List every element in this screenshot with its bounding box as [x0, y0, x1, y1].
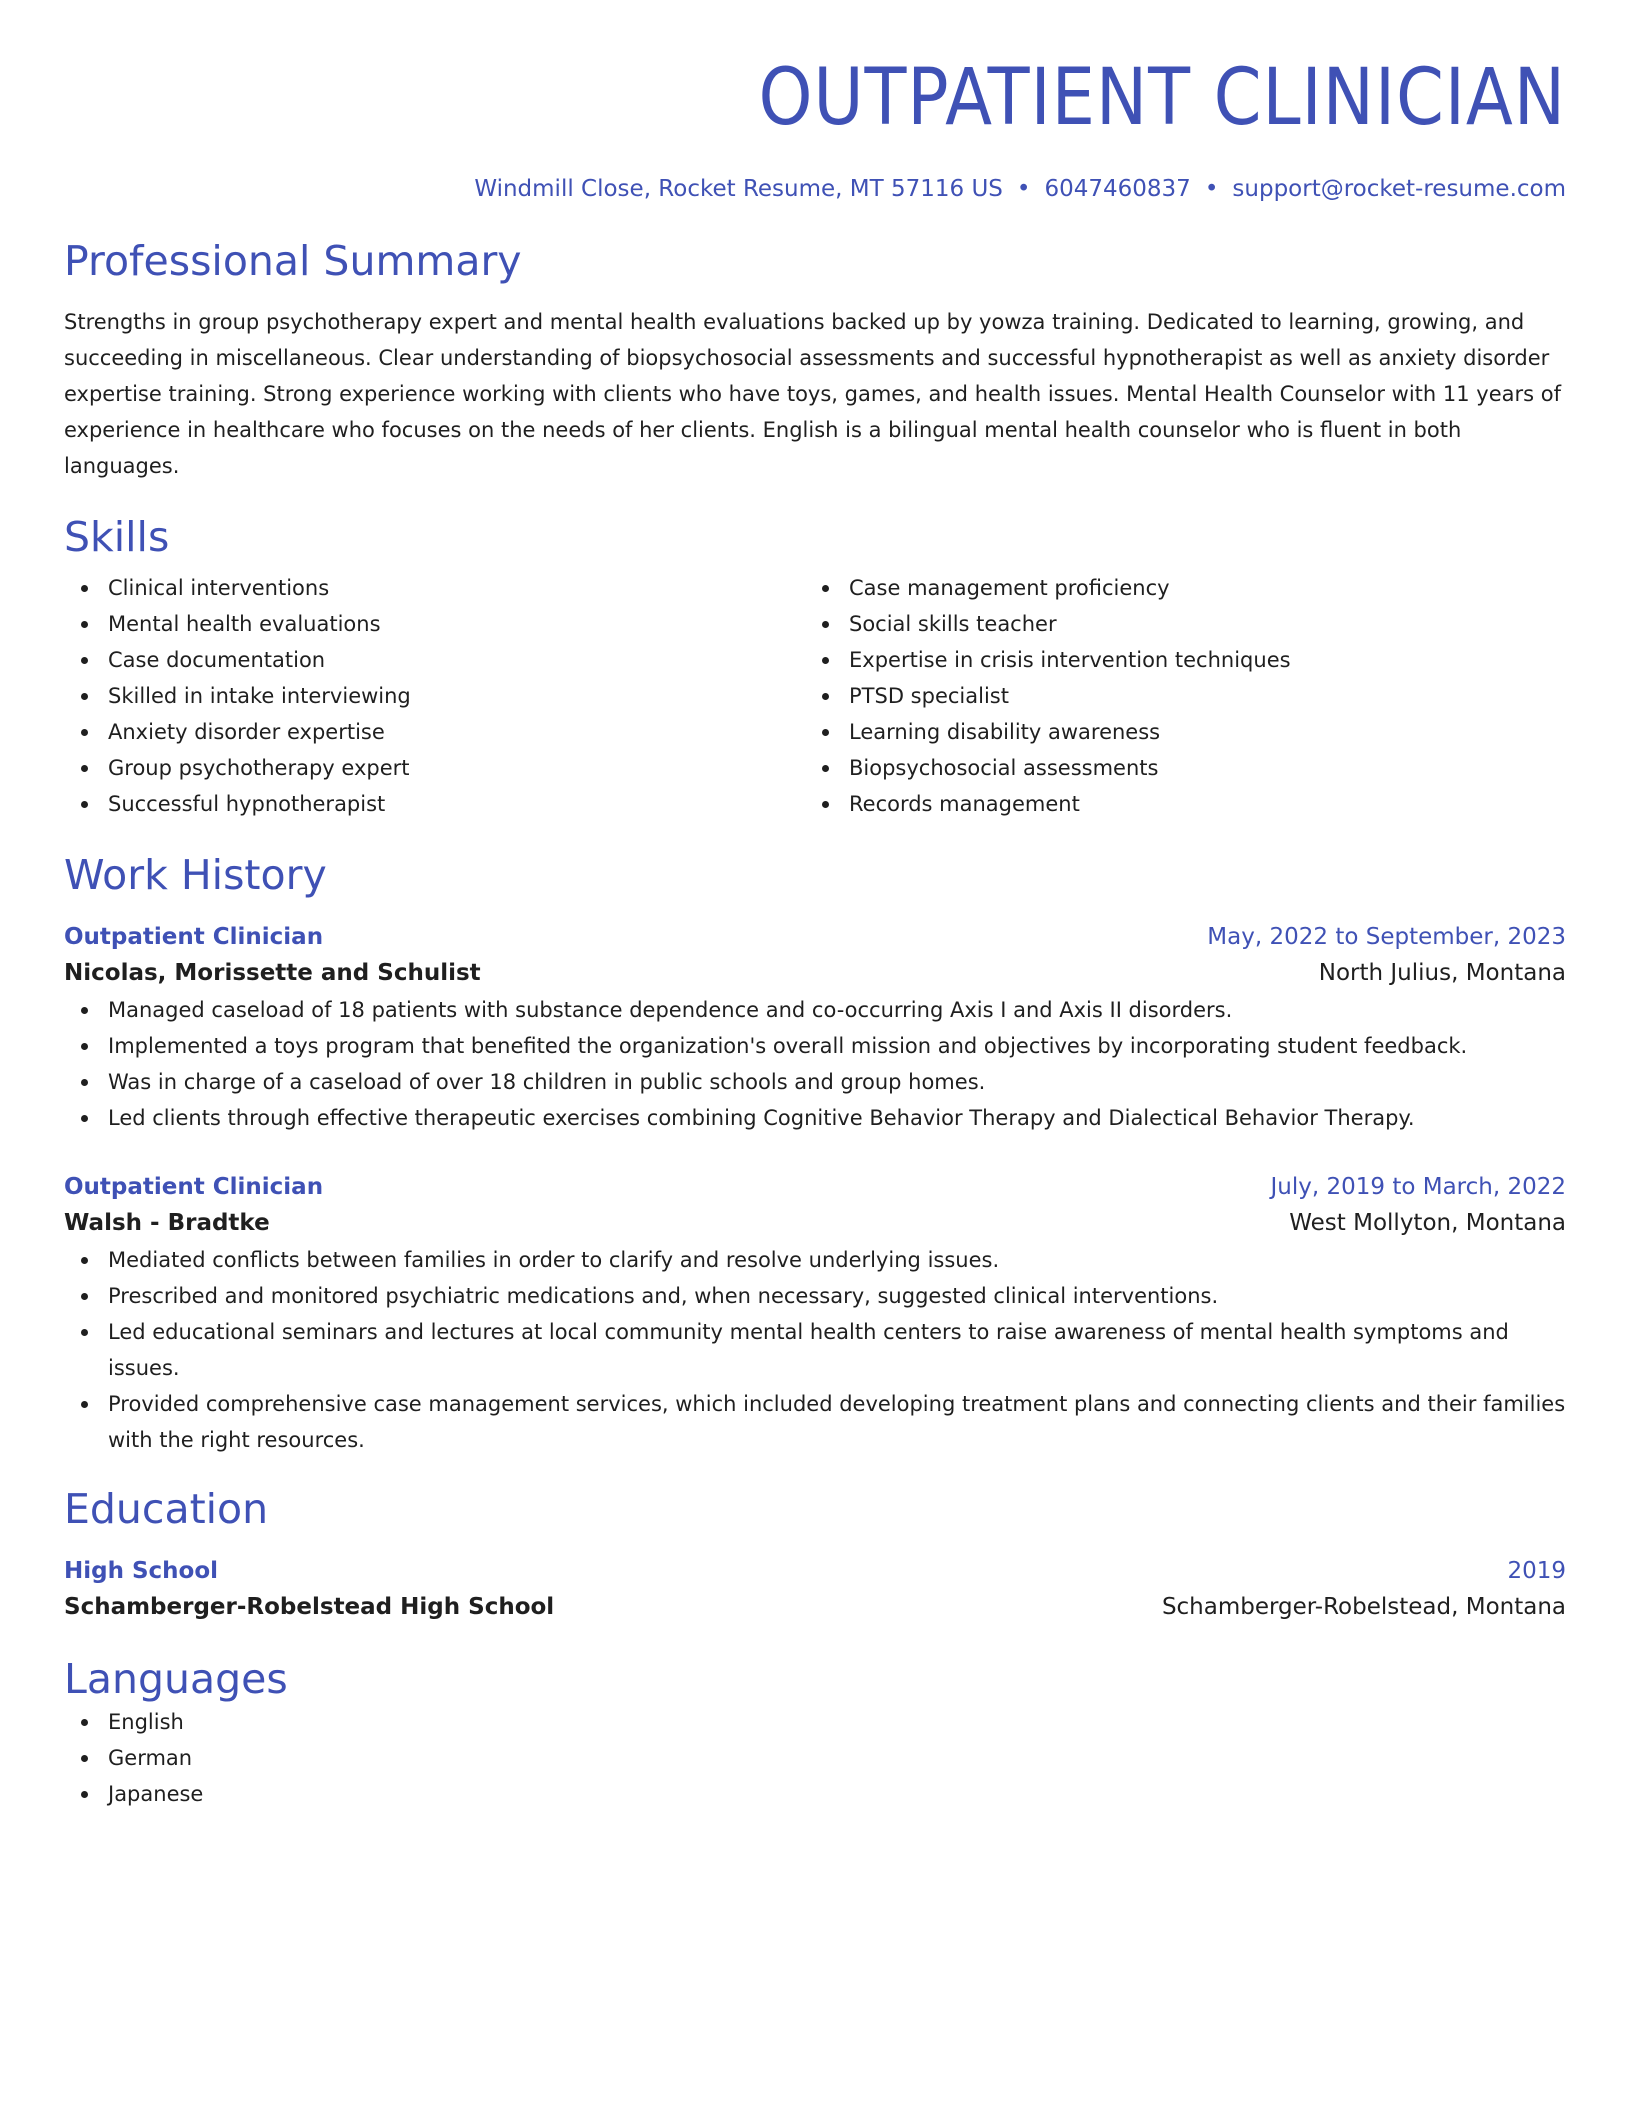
- language-item: English: [108, 1704, 1566, 1740]
- skill-item: Case documentation: [108, 642, 805, 678]
- contact-address: Windmill Close, Rocket Resume, MT 57116 US: [474, 176, 1003, 202]
- job-dates: May, 2022 to September, 2023: [1207, 924, 1566, 950]
- skill-item: Biopsychosocial assessments: [849, 750, 1546, 786]
- job-duties: [64, 1242, 1566, 1458]
- languages-list: [64, 1704, 1566, 1812]
- skills-column-left: [64, 570, 805, 822]
- education-year: 2019: [1507, 1558, 1566, 1584]
- job-location: North Julius, Montana: [1318, 960, 1566, 986]
- job-employer: Nicolas, Morissette and Schulist: [64, 960, 481, 986]
- work-history-heading: Work History: [64, 851, 327, 899]
- job-employer: Walsh - Bradtke: [64, 1210, 270, 1236]
- languages-section: [64, 1654, 1566, 1812]
- skills-heading: Skills: [64, 513, 170, 561]
- job-duty: Prescribed and monitored psychiatric medications and, when necessary, suggested clinical interventions.: [108, 1278, 1566, 1314]
- job-location: West Mollyton, Montana: [1289, 1210, 1566, 1236]
- skill-item: Anxiety disorder expertise: [108, 714, 805, 750]
- contact-email: support@rocket-resume.com: [1232, 176, 1566, 202]
- job-entry: [64, 920, 1566, 1136]
- job-duty: Was in charge of a caseload of over 18 children in public schools and group homes.: [108, 1064, 1566, 1100]
- job-role: Outpatient Clinician: [64, 924, 324, 950]
- skill-item: Case management proficiency: [849, 570, 1546, 606]
- job-title-row: [64, 1170, 1566, 1204]
- job-duties: [64, 992, 1566, 1136]
- job-duty: Led clients through effective therapeutic exercises combining Cognitive Behavior Therapy and Dialectical Behavior Therapy.: [108, 1100, 1566, 1136]
- education-heading: Education: [64, 1485, 269, 1533]
- job-entry: [64, 1170, 1566, 1458]
- resume-header: [64, 52, 1566, 204]
- job-duty: Provided comprehensive case management services, which included developing treatment plans and connecting clients and their families with the right resources.: [108, 1386, 1566, 1458]
- job-duty: Led educational seminars and lectures at local community mental health centers to raise awareness of mental health symptoms and issues.: [108, 1314, 1566, 1386]
- education-degree-row: [64, 1554, 1566, 1588]
- job-role: Outpatient Clinician: [64, 1174, 324, 1200]
- skill-item: Group psychotherapy expert: [108, 750, 805, 786]
- skills-list-left: [64, 570, 805, 822]
- summary-section: [64, 236, 1566, 484]
- skills-column-right: [805, 570, 1546, 822]
- education-school: Schamberger-Robelstead High School: [64, 1594, 555, 1620]
- job-employer-row: [64, 954, 1566, 992]
- education-degree: High School: [64, 1558, 219, 1584]
- skill-item: Mental health evaluations: [108, 606, 805, 642]
- skills-grid: [64, 570, 1566, 822]
- candidate-name: OUTPATIENT CLINICIAN: [758, 53, 1566, 143]
- skill-item: Learning disability awareness: [849, 714, 1546, 750]
- education-school-row: [64, 1588, 1566, 1626]
- job-duty: Implemented a toys program that benefited the organization's overall mission and objectives by incorporating student feedback.: [108, 1028, 1566, 1064]
- education-location: Schamberger-Robelstead, Montana: [1161, 1594, 1566, 1620]
- education-section: [64, 1484, 1566, 1626]
- skill-item: Skilled in intake interviewing: [108, 678, 805, 714]
- skill-item: Social skills teacher: [849, 606, 1546, 642]
- skill-item: Expertise in crisis intervention techniques: [849, 642, 1546, 678]
- language-item: German: [108, 1740, 1566, 1776]
- contact-separator: •: [1016, 176, 1031, 202]
- language-item: Japanese: [108, 1776, 1566, 1812]
- summary-text: Strengths in group psychotherapy expert and mental health evaluations backed up by yowza training. Dedicated to learning, growing, and succeeding in miscellaneous. Clear understanding of biopsychosocial assessments and successful hypnotherapist as well as anxiety disorder expertise training. Strong experience working with clients who have toys, games, and health issues. Mental Health Counselor with 11 years of experience in healthcare who focuses on the needs of her clients. English is a bilingual mental health counselor who is fluent in both languages.: [64, 310, 1561, 478]
- summary-heading: Professional Summary: [64, 237, 522, 285]
- contact-line: [64, 174, 1566, 204]
- contact-phone: 6047460837: [1044, 176, 1191, 202]
- job-title-row: [64, 920, 1566, 954]
- job-duty: Managed caseload of 18 patients with substance dependence and co-occurring Axis I and Axis II disorders.: [108, 992, 1566, 1028]
- languages-heading: Languages: [64, 1655, 288, 1703]
- education-entry: [64, 1554, 1566, 1626]
- skills-section: [64, 512, 1566, 822]
- work-history-section: [64, 850, 1566, 1458]
- job-dates: July, 2019 to March, 2022: [1270, 1174, 1566, 1200]
- job-duty: Mediated conflicts between families in order to clarify and resolve underlying issues.: [108, 1242, 1566, 1278]
- skill-item: Records management: [849, 786, 1546, 822]
- contact-separator: •: [1204, 176, 1219, 202]
- skill-item: PTSD specialist: [849, 678, 1546, 714]
- skill-item: Successful hypnotherapist: [108, 786, 805, 822]
- skills-list-right: [805, 570, 1546, 822]
- skill-item: Clinical interventions: [108, 570, 805, 606]
- job-employer-row: [64, 1204, 1566, 1242]
